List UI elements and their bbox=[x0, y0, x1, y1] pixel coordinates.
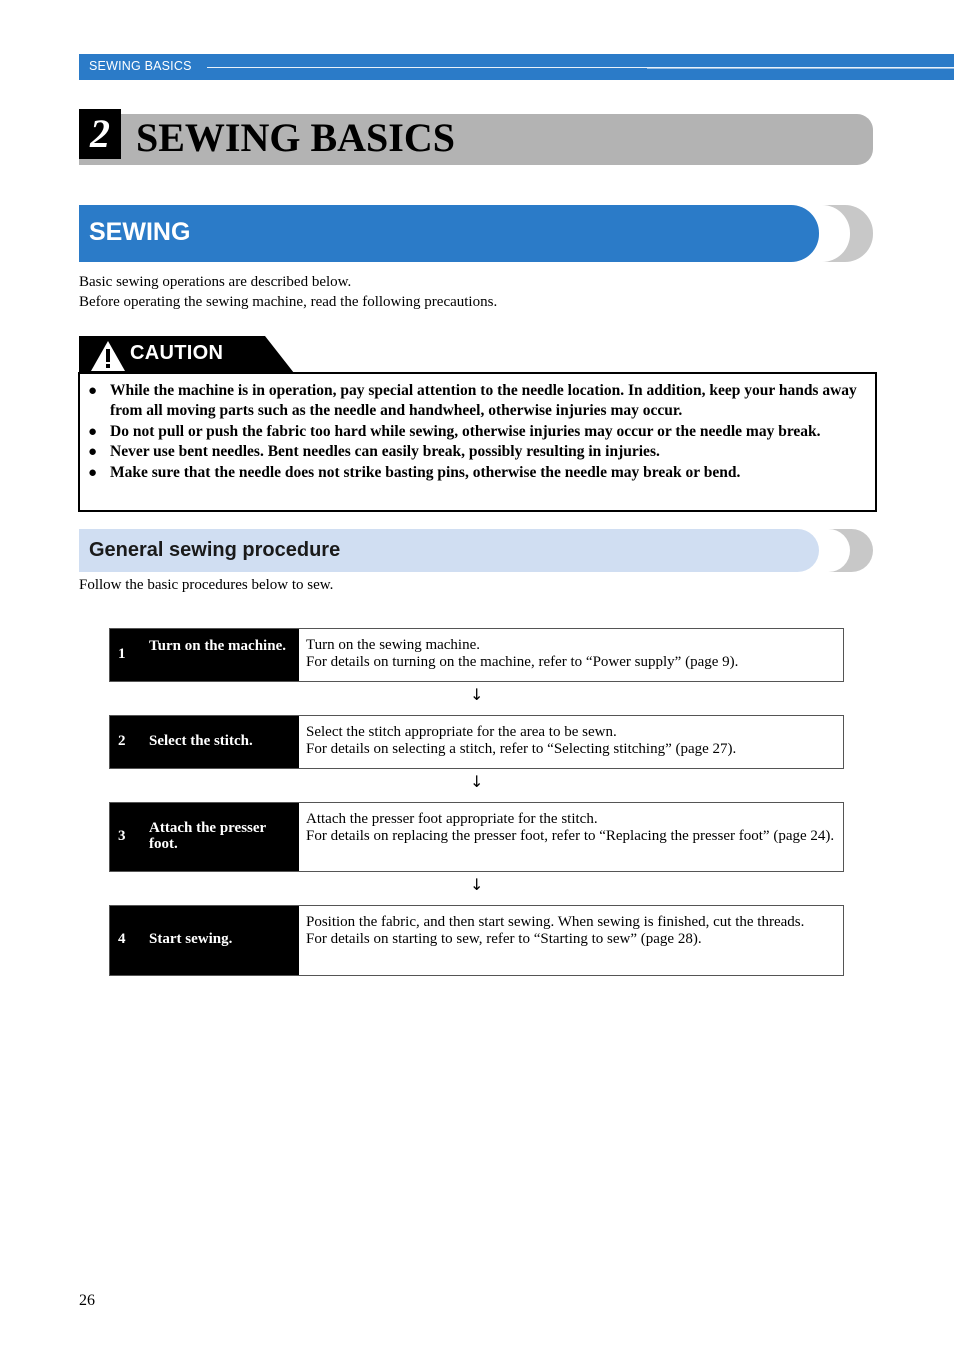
step-label: Select the stitch. bbox=[149, 733, 253, 749]
step-header bbox=[110, 716, 299, 768]
caution-list bbox=[88, 381, 858, 483]
intro-line-2: Before operating the sewing machine, read the following precautions. bbox=[79, 294, 498, 310]
step-description-line: Select the stitch appropriate for the area to be sewn. bbox=[306, 724, 617, 740]
down-arrow-icon: ↓ bbox=[470, 685, 484, 704]
step-description bbox=[306, 724, 835, 758]
running-header-rule-faint bbox=[647, 68, 954, 69]
running-header bbox=[79, 54, 954, 80]
step-description-line: For details on turning on the machine, refer to “Power supply” (page 9). bbox=[306, 654, 739, 670]
chapter-number: 2 bbox=[79, 109, 121, 159]
step-label: Turn on the machine. bbox=[149, 638, 286, 654]
bullet-icon: ● bbox=[88, 423, 98, 440]
step-description-line: For details on selecting a stitch, refer to “Selecting stitching” (page 27). bbox=[306, 741, 737, 757]
step-label: Attach the presser foot. bbox=[149, 820, 266, 852]
procedure-step-4 bbox=[109, 905, 844, 976]
caution-label: CAUTION bbox=[130, 342, 224, 364]
step-description bbox=[306, 811, 835, 845]
bullet-icon: ● bbox=[88, 464, 98, 481]
step-label: Start sewing. bbox=[149, 931, 233, 947]
step-description bbox=[306, 914, 835, 948]
step-description bbox=[306, 637, 835, 671]
section-title: SEWING bbox=[89, 218, 191, 246]
step-description-line: Position the fabric, and then start sewing. When sewing is finished, cut the threads. bbox=[306, 914, 805, 930]
procedure-step-2 bbox=[109, 715, 844, 769]
step-description-line: For details on starting to sew, refer to “Starting to sew” (page 28). bbox=[306, 931, 702, 947]
caution-item: ● Make sure that the needle does not strike basting pins, otherwise the needle may break or bend. bbox=[88, 463, 858, 483]
chapter-title: SEWING BASICS bbox=[136, 115, 456, 160]
page-number: 26 bbox=[79, 1292, 95, 1309]
step-header bbox=[110, 906, 299, 975]
subsection-intro: Follow the basic procedures below to sew. bbox=[79, 577, 334, 593]
down-arrow-icon: ↓ bbox=[470, 772, 484, 791]
step-number: 1 bbox=[118, 646, 126, 662]
step-header bbox=[110, 629, 299, 681]
intro-line-1: Basic sewing operations are described below. bbox=[79, 274, 352, 290]
bullet-icon: ● bbox=[88, 444, 98, 461]
step-number: 3 bbox=[118, 828, 126, 844]
procedure-step-1 bbox=[109, 628, 844, 682]
caution-item: ● While the machine is in operation, pay special attention to the needle location. In addition, keep your hands away from all moving parts such as the needle and handwheel, otherwise injuries may occur. bbox=[88, 382, 857, 420]
bullet-icon: ● bbox=[88, 383, 98, 399]
down-arrow-icon: ↓ bbox=[470, 875, 484, 894]
warning-triangle-icon bbox=[90, 340, 126, 372]
step-header bbox=[110, 803, 299, 871]
step-number: 4 bbox=[118, 931, 126, 947]
step-number: 2 bbox=[118, 733, 126, 749]
step-description-line: For details on replacing the presser foot, refer to “Replacing the presser foot” (page 24). bbox=[306, 828, 835, 844]
running-header-text: SEWING BASICS bbox=[89, 59, 192, 73]
subsection-title: General sewing procedure bbox=[89, 539, 341, 561]
procedure-step-3 bbox=[109, 802, 844, 872]
step-description-line: Turn on the sewing machine. bbox=[306, 637, 481, 653]
caution-item: ● Do not pull or push the fabric too hard while sewing, otherwise injuries may occur or the needle may break. bbox=[88, 422, 858, 442]
step-description-line: Attach the presser foot appropriate for the stitch. bbox=[306, 811, 598, 827]
caution-item: ● Never use bent needles. Bent needles can easily break, possibly resulting in injuries. bbox=[88, 442, 858, 462]
